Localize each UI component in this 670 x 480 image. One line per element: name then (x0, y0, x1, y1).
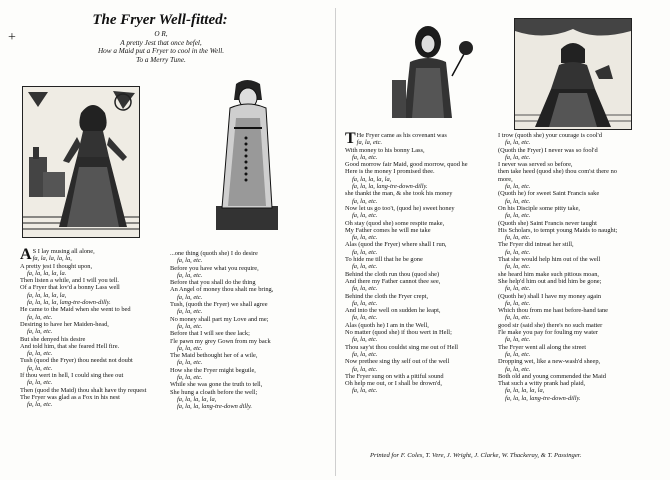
verse-line: (Quoth he) shall I have my money again (498, 292, 602, 300)
subtitle-line-2: How a Maid put a Fryer to cool in the Well. (97, 47, 225, 56)
verse-line: fa, la, etc. (177, 271, 203, 279)
verse-line: S I lay musing all alone, (32, 248, 95, 255)
verse-line: Before that you shall do the thing (170, 279, 256, 287)
verse-line: fa, la, etc. (177, 322, 203, 330)
printer-imprint: Printed for F. Coles, T. Vere, J. Wright, J. Clarke, W. Thackeray, & T. Passinger. (370, 452, 582, 459)
verse-line: Tush, (quoth the Fryer) we shall agree (170, 301, 268, 309)
verse-line: Tush (quod the Fryer) thou needst not doubt (20, 357, 133, 365)
verse-line: The Fryer was glad as a Fox in his nest (20, 393, 120, 401)
verse-line: she thankt the man, & she took his money (345, 190, 453, 198)
verse-line: But she denyed his desire (20, 335, 86, 343)
verse-line: fa, la, etc. (352, 387, 378, 395)
verse-column-4 (498, 132, 668, 402)
verse-line: My Father comes he will me take (345, 226, 431, 234)
verse-line: (Quoth he) for sweet Saint Francis sake (498, 190, 600, 198)
verse-line: fa, la, etc. (505, 336, 531, 344)
page-fold (335, 8, 336, 476)
verse-line: A pretty jest I thought upon, (20, 262, 93, 270)
verse-line: fa, la, etc. (505, 139, 531, 147)
verse-line: fa, la, etc. (27, 328, 53, 336)
verse-line: With money to his bonny Lass, (345, 146, 425, 154)
verse-line: fa, la, etc. (352, 248, 378, 256)
verse-line: fa, la, etc. (505, 350, 531, 358)
verse-line: Before that I will see thee lack; (170, 330, 250, 338)
verse-line: I never was served so before, (498, 161, 573, 169)
verse-line: fa, la, etc. (505, 234, 531, 242)
verse-line: fa, la, etc. (505, 285, 531, 293)
verse-line: fa, la, etc. (352, 263, 378, 271)
verse-line: Now prethee sing thy self out of the well (345, 358, 450, 366)
verse-line: The Maid bethought her of a wile, (170, 352, 258, 360)
dropcap-t: T (345, 130, 356, 147)
verse-column-2 (170, 250, 330, 411)
verse-line: While she was gone the truth to tell, (170, 381, 263, 389)
verse-line: fa, la, la, la, la, (352, 175, 392, 183)
verse-line: Oh stay (quod she) some respite make, (345, 219, 445, 227)
verse-line: Alas (quoth he) I am in the Well, (345, 321, 429, 329)
verse-line: And told him, that she feared Hell fire. (20, 342, 120, 350)
verse-line: (Quoth the Fryer) I never was so fool'd (498, 146, 598, 154)
verse-line: fa, la, la, la, lang-tre-down-dilly. (27, 299, 111, 307)
column-1-lines (20, 248, 170, 409)
verse-line: An Angel of money thou shalt me bring, (170, 286, 274, 294)
verse-line: fa, la, etc. (505, 212, 531, 220)
verse-line: I'le make you pay for fouling my water (498, 329, 598, 337)
verse-line: fa, la, etc. (352, 299, 378, 307)
verse-line: fa, la, etc. (27, 350, 53, 358)
verse-line: ...one thing (quoth she) I do desire (170, 250, 258, 257)
verse-line: She help'd him out and bid him be gone; (498, 277, 602, 285)
verse-line: fa, la, etc. (505, 299, 531, 307)
verse-line: Both old and young commended the Maid (498, 372, 606, 380)
verse-line: fa, la, etc. (352, 336, 378, 344)
verse-line: fa, la, la, la, la, (177, 395, 217, 403)
verse-line: The Fryer did intreat her still, (498, 241, 574, 249)
verse-line: No money shall part my Love and me; (170, 315, 269, 323)
ballad-title: The Fryer Well-fitted: (92, 12, 228, 28)
verse-line: fa, la, etc. (505, 248, 531, 256)
verse-line: Oh help me out, or I shall be drown'd, (345, 380, 442, 388)
verse-line: fa, la, etc. (352, 314, 378, 322)
verse-line: (Quoth she) Saint Francis never taught (498, 219, 597, 227)
verse-line: fa, la, etc. (27, 401, 53, 409)
verse-line: fa, la, etc. (352, 234, 378, 242)
verse-line: fa, la, etc. (352, 197, 378, 205)
maid-woodcut (22, 86, 140, 238)
verse-line: fa, la, etc. (27, 379, 53, 387)
column-2-lines (170, 250, 330, 411)
verse-line: Now let us go too't, (quod he) sweet honey (345, 204, 455, 212)
corner-mark: + (8, 30, 16, 45)
verse-line: fa, la, la, la, la, (27, 291, 67, 299)
verse-line: fa, la, etc. (352, 153, 378, 161)
man-woodcut (386, 18, 490, 118)
verse-line: fa, la, la, lang-tre-down-dilly. (505, 394, 581, 402)
verse-line: fa, la, etc. (352, 285, 378, 293)
fryer-woodcut (216, 78, 278, 230)
verse-line: more, (498, 175, 513, 183)
column-3-lines (345, 132, 495, 395)
column-4-lines (498, 132, 668, 402)
verse-line: His Scholars, to tempt young Maids to naught; (498, 226, 618, 234)
verse-line: The Fryer sung on with a pitiful sound (345, 372, 444, 380)
verse-line: fa, la, etc. (177, 359, 203, 367)
verse-line: He Fryer came as his covenant was (356, 132, 447, 139)
verse-line: And into the well on sudden he leapt, (345, 307, 441, 315)
verse-line: fa, la, etc. (177, 344, 203, 352)
verse-line: She hung a cloath before the well; (170, 388, 258, 396)
subtitle-tune: To a Merry Tune. (136, 55, 186, 64)
verse-line: fa, la, la, lang-tre-down-dilly. (352, 183, 428, 191)
verse-line: Good morrow fair Maid, good morrow, quod he (345, 161, 468, 169)
verse-line: fa, la, la, la, la, (505, 387, 545, 395)
verse-line: fa, la, etc. (352, 350, 378, 358)
verse-line: Of a Fryer that lov'd a bonny Lass well (20, 284, 120, 292)
verse-line: Behind the cloth the Fryer crept, (345, 292, 429, 300)
verse-line: fa, la, etc. (352, 212, 378, 220)
verse-column-3 (345, 132, 495, 395)
verse-line: fa, la, la, lang-tre-down dilly. (177, 403, 253, 411)
verse-line: Desiring to have her Maiden-head, (20, 320, 109, 328)
verse-line: fa, la, etc. (356, 139, 383, 147)
verse-line: she heard him make such pitious moan, (498, 270, 599, 278)
verse-line: He came to the Maid when she went to bed (20, 306, 131, 314)
verse-line: I trow (quoth she) your courage is cool'd (498, 132, 602, 139)
verse-line: Which thou from me hast before-hand tane (498, 307, 609, 315)
verse-line: fa, la, etc. (505, 183, 531, 191)
verse-line: That she would help him out of the well (498, 256, 601, 264)
verse-line: On his Disciple some pitty take, (498, 204, 581, 212)
verse-line: fa, la, etc. (177, 308, 203, 316)
verse-line: To hide me till that he be gone (345, 256, 423, 264)
verse-line: fa, la, etc. (505, 153, 531, 161)
verse-line: then take heed (quod she) thou com'st there no (498, 168, 617, 176)
verse-line: If thou wert in hell, I could sing thee out (20, 372, 124, 380)
verse-line: Dropping wet, like a new-wash'd sheep, (498, 358, 601, 366)
verse-line: That such a witty prank had plaid, (498, 380, 586, 388)
verse-line: Then listen a while, and I will you tell. (20, 277, 120, 285)
verse-column-1 (20, 248, 170, 409)
subtitle-line-1: A pretty Jest that once befel, (120, 38, 202, 47)
ballad-subtitle (56, 30, 266, 64)
verse-line: fa, la, etc. (177, 293, 203, 301)
verse-line: Thou say'st thou couldst sing me out of Hell (345, 343, 458, 351)
verse-line: fa, la, etc. (505, 197, 531, 205)
verse-line: How she the Fryer might beguile, (170, 366, 256, 374)
verse-line: fa, la, etc. (505, 263, 531, 271)
verse-line: fa, la, etc. (505, 365, 531, 373)
dropcap-a: A (20, 246, 32, 263)
verse-line: fa, la, etc. (27, 364, 53, 372)
verse-line: Behind the cloth run thou (quod she) (345, 270, 440, 278)
verse-line: fa, la, etc. (27, 313, 53, 321)
verse-line: No matter (quod she) if thou wert in Hell; (345, 329, 452, 337)
verse-line: And there my Father cannot thee see, (345, 277, 441, 285)
verse-line: Before you have what you require, (170, 264, 259, 272)
verse-line: Here is the money I promised thee. (345, 168, 435, 176)
verse-line: fa, la, etc. (505, 314, 531, 322)
verse-line: Then (quod the Maid) thou shalt have thy request (20, 386, 147, 394)
verse-line: good sir (said she) there's no such matter (498, 321, 603, 329)
verse-line: fa, la, la, la, la, (32, 255, 72, 263)
verse-line: Alas (quod the Fryer) where shall I run, (345, 241, 447, 249)
verse-line: fa, la, etc. (177, 374, 203, 382)
verse-line: fa, la, etc. (177, 257, 203, 265)
verse-line: I'le pawn my grey Gown from my back (170, 337, 271, 345)
verse-line: fa, la, la, la, la. (27, 269, 67, 277)
lady-woodcut (514, 18, 632, 130)
verse-line: fa, la, etc. (352, 365, 378, 373)
verse-line: The Fryer went all along the street (498, 343, 587, 351)
subtitle-or: O R, (154, 30, 168, 38)
